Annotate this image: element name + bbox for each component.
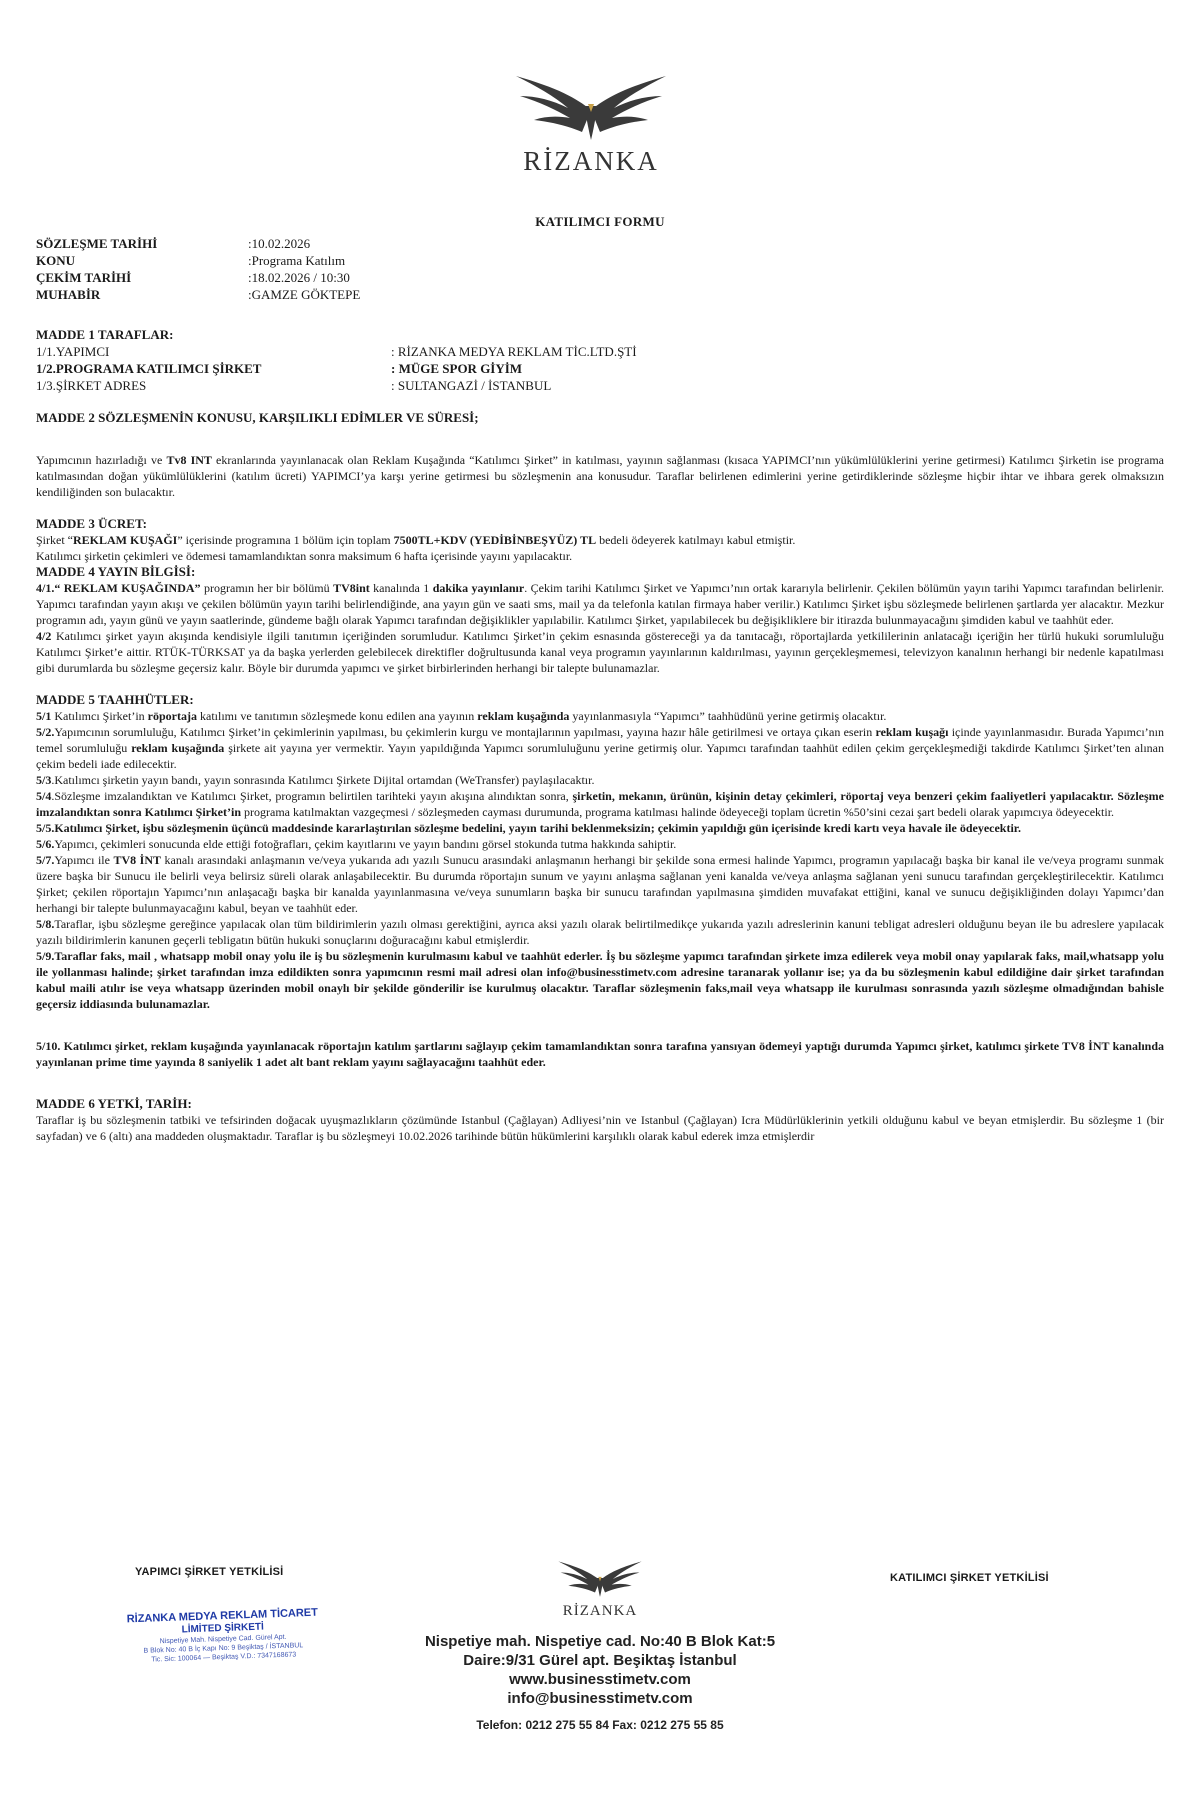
text-span: içinde yayınlanmasıdır. Burada Yapımcı’nın temel sorumluluğu bbox=[36, 725, 1164, 755]
meta-row bbox=[36, 286, 360, 303]
text-bold: reklam kuşağı bbox=[875, 725, 949, 739]
party-row bbox=[36, 343, 1164, 360]
address-line: Nispetiye mah. Nispetiye cad. No:40 B Blok Kat:5 bbox=[424, 1633, 776, 1650]
text-bold: 5/8. bbox=[36, 917, 55, 931]
brand-name: RİZANKA bbox=[523, 146, 659, 176]
header-logo bbox=[506, 70, 676, 177]
text-bold: reklam kuşağında bbox=[477, 709, 570, 723]
clause-4-1 bbox=[36, 580, 1164, 628]
text-bold: 5/3 bbox=[36, 773, 52, 787]
text-span: Katılımcı şirket yayın akışında kendisiyle ilgili tanıtımın içeriğinden sorumludur. Katılımcı Şirket’in çekim esnasında göstereceği ya da tanıtacağı, röportajlarda yetkililerinin anlatacağı içeriğin her türlü hukuki sorumluluğu Katılımcı Şirket’e aittir. RTÜK-TÜRKSAT ya da başka yerlerden gelebilecek direktifler doğrultusunda kanal veya programın yayınlarının kaldırılması, yayının gerçekleşmemesi, televizyon kanalının herhangi bir nedenle kapatılması gibi durumlarda bu sözleşme geçersiz kalır. Böyle bir durumda yapımcı ve şirket birbirlerinden herhangi bir talepte bulunamazlar. bbox=[36, 629, 1164, 675]
text-bold: TV8 İNT bbox=[113, 853, 162, 867]
text-bold: 5/2. bbox=[36, 725, 55, 739]
text-span: Yapımcı, çekimleri sonucunda elde ettiği fotoğrafları, çekim kayıtlarını ve yayın bandını görsel stokunda tutma hakkında sahiptir. bbox=[54, 837, 677, 851]
party-value: : RİZANKA MEDYA REKLAM TİC.LTD.ŞTİ bbox=[391, 344, 637, 359]
clause-5-3 bbox=[36, 772, 1164, 788]
text-bold: 7500TL+KDV (YEDİBİNBEŞYÜZ) TL bbox=[393, 533, 597, 547]
text-span: Yapımcının hazırladığı ve bbox=[36, 453, 167, 467]
party-value: : SULTANGAZİ / İSTANBUL bbox=[391, 378, 552, 393]
text-bold: dakika yayınlanır bbox=[432, 581, 525, 595]
meta-value: :Programa Katılım bbox=[248, 253, 346, 268]
text-span: .Katılımcı şirketin yayın bandı, yayın sonrasında Katılımcı Şirkete Dijital ortamdan (WeTransfer) paylaşılacaktır. bbox=[51, 773, 595, 787]
party-value: : MÜGE SPOR GİYİM bbox=[391, 361, 523, 376]
text-span: kanalında 1 bbox=[369, 581, 433, 595]
text-span: ekranlarında yayınlanacak olan Reklam Kuşağında “Katılımcı Şirket” in katılması, yayının sağlanması (kısaca YAPIMCI’nın yükümlülüklerini yerine getirmesi) Katılımcı Şirketin ise programa katılmasından doğan yükümlülüklerini (katılım ücreti) YAPIMCI’ya karşı yerine getirmesi bu sözleşmenin ana konusudur. Taraflar belirlenen edimlerini yerine getirdiklerinde sözleşme hiçbir ihtar ve ihbara gerek olmaksızın kendiliğinden son bulacaktır. bbox=[36, 453, 1164, 499]
text-bold: TV8int bbox=[333, 581, 370, 595]
text-bold: röportaja bbox=[147, 709, 197, 723]
article-3-title: MADDE 3 ÜCRET: bbox=[36, 516, 147, 531]
footer-address bbox=[0, 1632, 1200, 1734]
clause-5-10 bbox=[36, 1038, 1164, 1070]
clause-4-2 bbox=[36, 628, 1164, 676]
clause-5-2 bbox=[36, 724, 1164, 772]
producer-signature-label: YAPIMCI ŞİRKET YETKİLİSİ bbox=[135, 1566, 284, 1578]
text-span: .Sözleşme imzalandıktan ve Katılımcı Şirket, programın belirtilen tarihteki yayın akışına alındıktan sonra, bbox=[51, 789, 573, 803]
text-span: ” içerisinde programına 1 bölüm için toplam bbox=[177, 533, 394, 547]
party-label: 1/1.YAPIMCI bbox=[36, 344, 110, 359]
parties-list bbox=[36, 343, 1164, 394]
stamp-line: RİZANKA MEDYA REKLAM TİCARET bbox=[126, 1606, 319, 1626]
article-6-text: Taraflar iş bu sözleşmenin tatbiki ve tefsirinden doğacak uyuşmazlıkların çözümünde Istanbul (Çağlayan) Adliyesi’nin ve Istanbul (Çağlayan) Icra Müdürlüklerinin yetkili olduğunu kabul ve beyan etmişlerdir. Bu sözleşme 1 (bir sayfadan) ve 6 (altı) ana maddeden oluşmaktadır. Taraflar iş bu sözleşmeyi 10.02.2026 tarihinde bütün hükümlerini karşılıklı olarak kabul ederek imza etmişlerdir bbox=[36, 1113, 1164, 1143]
stamp-small: B Blok No: 40 B İç Kapı No: 9 Beşiktaş / İSTANBUL bbox=[143, 1642, 304, 1655]
meta-label: KONU bbox=[36, 253, 75, 268]
meta-value: :10.02.2026 bbox=[248, 236, 311, 251]
text-bold: 5/7. bbox=[36, 853, 55, 867]
stamp-line: LİMİTED ŞİRKETİ bbox=[181, 1621, 265, 1636]
text-span: . Çekim tarihi Katılımcı Şirket ve Yapımcı’nın ortak kararıyla belirlenir. Çekilen bölümün yayın tarihi Yapımcı tarafından belirlenir. Yapımcı tarafından yayın akışı ve çekilen bölümün yayın tarihi belirlendiğinde, ana yayın gün ve saati sms, mail ya da telefonla katılan firmaya haber verilir.) Katılımcı Şirket işbu sözleşmede belirlenen şartlarda yer alacaktır. Mezkur programın adı, yayın günü ve yayın saatlerinde, gündeme bağlı olarak Yapımcı tarafından değişiklikler yapılabilir. Katılımcı Şirket, yapılabilecek bu değişikliklere bir itirazda bulunmayacağını şimdiden kabul ve taahhüt eder. bbox=[36, 581, 1165, 627]
meta-value: :18.02.2026 / 10:30 bbox=[248, 270, 350, 285]
footer-logo bbox=[545, 1558, 655, 1620]
party-row bbox=[36, 360, 1164, 377]
address-line: Daire:9/31 Gürel apt. Beşiktaş İstanbul bbox=[463, 1652, 737, 1669]
meta-row bbox=[36, 269, 360, 286]
text-bold: 5/4 bbox=[36, 789, 52, 803]
stamp-small: Tic. Sic: 100064 — Beşiktaş V.D.: 7347168673 bbox=[151, 1651, 297, 1664]
clause-5-7 bbox=[36, 852, 1164, 916]
stamp-small: Nispetiye Mah. Nispetiye Cad. Gürel Apt. bbox=[159, 1633, 287, 1646]
text-bold: Tv8 INT bbox=[166, 453, 212, 467]
article-3-line2: Katılımcı şirketin çekimleri ve ödemesi tamamlandıktan sonra maksimum 6 hafta içerisinde yayını yapılacaktır. bbox=[36, 549, 573, 563]
text-bold: reklam kuşağında bbox=[131, 741, 225, 755]
text-bold: 5/1 bbox=[36, 709, 52, 723]
article-2-title: MADDE 2 SÖZLEŞMENİN KONUSU, KARŞILIKLI EDİMLER VE SÜRESİ; bbox=[36, 410, 479, 425]
article-6-title: MADDE 6 YETKİ, TARİH: bbox=[36, 1096, 192, 1111]
party-label: 1/3.ŞİRKET ADRES bbox=[36, 378, 147, 393]
text-bold: 5/9.Taraflar faks, mail , whatsapp mobil onay yolu ile iş bu sözleşmenin kurulmasını kabul ve taahhüt ederler. İş bu sözleşme yapımcı tarafından şirkete imza edilerek veya mobil onay yapılarak faks, mail,whatsapp yolu ile yollanması halinde; şirket tarafından imza edildikten sonra yapımcının resmi mail adresi olan info@businesstimetv.com adresine taranarak yollanır ise; ya da bu sözleşmenin kabul edildiğine dair şirket tarafından kabul maili atılır ise veya whatsapp üzerinden mobil onaylı bir şekilde gönderilir ise kurulmuş olacaktır. Taraflar sözleşmenin faks,mail veya whatsapp ile kurulması sonrasında yazılı sözleşme olmadığından bahisle geçersiz iddiasında bulunamazlar. bbox=[36, 949, 1164, 1011]
text-span: bedeli ödeyerek katılmayı kabul etmiştir. bbox=[596, 533, 796, 547]
clause-5-9 bbox=[36, 948, 1164, 1012]
text-span: Şirket “ bbox=[36, 533, 73, 547]
form-title: KATILIMCI FORMU bbox=[535, 214, 665, 229]
clause-5-4 bbox=[36, 788, 1164, 820]
contract-meta bbox=[36, 235, 360, 303]
text-span: şirkete ait yayına yer vermektir. Yayın yapıldığında Yapımcı sorumluluğunu yerine getirmiş olur. Yapımcı tarafından taahhüt edilen çekim gerçekleşmediği takdirde Katılımcı Şirket’ten alınan çekim bedeli iade edilecektir. bbox=[36, 741, 1164, 771]
text-bold: 4/1.“ REKLAM KUŞAĞINDA” bbox=[36, 581, 201, 595]
party-row bbox=[36, 377, 1164, 394]
text-span: programın her bir bölümü bbox=[200, 581, 334, 595]
text-span: Taraflar, işbu sözleşme gereğince yapılacak olan tüm bildirimlerin yazılı olması gerektiğini, ayrıca aksi yazılı olarak belirtilmedikçe yukarıda yazılı adreslerinin kanuni tebligat adresleri olduğunu beyan ile bu adreslere yapılacak yazılı bildirimlerin kanunen geçerli tebligatın bütün hukuki sonuçlarını doğuracağını kabul etmişlerdir. bbox=[36, 917, 1164, 947]
article-1-title: MADDE 1 TARAFLAR: bbox=[36, 327, 174, 342]
text-span: Yapımcının sorumluluğu, Katılımcı Şirket’in çekimlerinin yapılması, bu çekimlerin kurgu ve montajlarının yapılması, yayına hazır hâle getirilmesi ve ortaya çıkan eserin bbox=[54, 725, 876, 739]
text-bold: 5/5.Katılımcı Şirket, işbu sözleşmenin üçüncü maddesinde kararlaştırılan sözleşme bedelini, yayın tarihi beklenmeksizin; çekimin yapıldığı gün içerisinde kredi kartı veya havale ile ödeyecektir. bbox=[36, 821, 1022, 835]
meta-label: ÇEKİM TARİHİ bbox=[36, 270, 132, 285]
text-span: Yapımcı ile bbox=[54, 853, 114, 867]
article-2-text bbox=[36, 452, 1164, 500]
text-bold: REKLAM KUŞAĞI bbox=[73, 533, 178, 547]
article-4-title: MADDE 4 YAYIN BİLGİSİ: bbox=[36, 564, 196, 579]
clause-5-8 bbox=[36, 916, 1164, 948]
clause-5-6 bbox=[36, 836, 1164, 852]
participant-signature-label: KATILIMCI ŞİRKET YETKİLİSİ bbox=[890, 1572, 1049, 1584]
text-span: katılımı ve tanıtımın sözleşmede konu edilen ana yayının bbox=[197, 709, 478, 723]
website-link[interactable]: www.businesstimetv.com bbox=[509, 1671, 691, 1688]
contract-body bbox=[36, 327, 1164, 1144]
party-label: 1/2.PROGRAMA KATILIMCI ŞİRKET bbox=[36, 361, 262, 376]
clause-5-1 bbox=[36, 708, 1164, 724]
meta-label: SÖZLEŞME TARİHİ bbox=[36, 236, 158, 251]
meta-row bbox=[36, 235, 360, 252]
text-bold: şirketin, mekanın, ürünün, kişinin detay çekimleri, röportaj veya benzeri çekim faaliyetleri yapılacaktır. Sözleşme imzalandıktan sonra Katılımcı Şirket’in bbox=[36, 789, 1165, 819]
phone-fax: Telefon: 0212 275 55 84 Fax: 0212 275 55 85 bbox=[476, 1718, 724, 1732]
text-bold: 5/6. bbox=[36, 837, 55, 851]
email-link[interactable]: info@businesstimetv.com bbox=[507, 1690, 693, 1707]
meta-row bbox=[36, 252, 360, 269]
text-span: programa katılmaktan vazgeçmesi / sözleşmeden cayması durumunda, programa katılması halinde ödeyeceği toplam ücretin %50’sini cezai şart bedeli olarak yapımcıya ödeyecektir. bbox=[241, 805, 1115, 819]
article-5-title: MADDE 5 TAAHHÜTLER: bbox=[36, 692, 194, 707]
clause-5-5 bbox=[36, 820, 1164, 836]
text-bold: 4/2 bbox=[36, 629, 52, 643]
eagle-logo-icon bbox=[550, 1558, 650, 1598]
text-span: kanalı arasındaki anlaşmanın ve/veya yukarıda adı yazılı Sunucu arasındaki anlaşmanın herhangi bir şekilde sona ermesi halinde Yapımcı, programın yapılacağı başka bir kanal ile ve/veya programı sunmak üzere başka bir Sunucu ile belirli veya belirsiz süreli olarak anlaşabilecektir. Bu durumda röportajın sunum ve yayını anlaşma sağlanan yeni kanalda ve/veya anlaşma sağlanan yeni sunucu tarafından gerçekleştirilecektir. Katılımcı Şirket; çekilen röportajın Yapımcı’nın anlaşacağı başka bir kanalda yayınlanmasına ve/veya sunumların başka bir sunucu tarafından yapılmasına şimdiden muvafakat ettiğini, kanal ve sunucu değişikliğinden dolayı Yapımcı’dan herhangi bir talepte bulunmayacağını kabul, beyan ve taahhüt eder. bbox=[36, 853, 1164, 915]
footer-brand: RİZANKA bbox=[562, 1603, 638, 1619]
text-span: yayınlanmasıyla “Yapımcı” taahhüdünü yerine getirmiş olacaktır. bbox=[569, 709, 887, 723]
article-3-text bbox=[36, 532, 1164, 548]
meta-label: MUHABİR bbox=[36, 287, 101, 302]
text-bold: 5/10. Katılımcı şirket, reklam kuşağında yayınlanacak röportajın katılım şartlarını sağlayıp çekim tamamlandıktan sonra tarafına yansıyan ödemeyi yaptığı durumda Yapımcı şirket, katılımcı şirkete TV8 İNT kanalında yayınlanan prime time yayında 8 saniyelik 1 adet alt bant reklam yayını sağlayacağını taahhüt eder. bbox=[36, 1039, 1164, 1069]
eagle-logo-icon bbox=[506, 70, 676, 142]
text-span: Katılımcı Şirket’in bbox=[51, 709, 148, 723]
meta-value: :GAMZE GÖKTEPE bbox=[248, 287, 361, 302]
